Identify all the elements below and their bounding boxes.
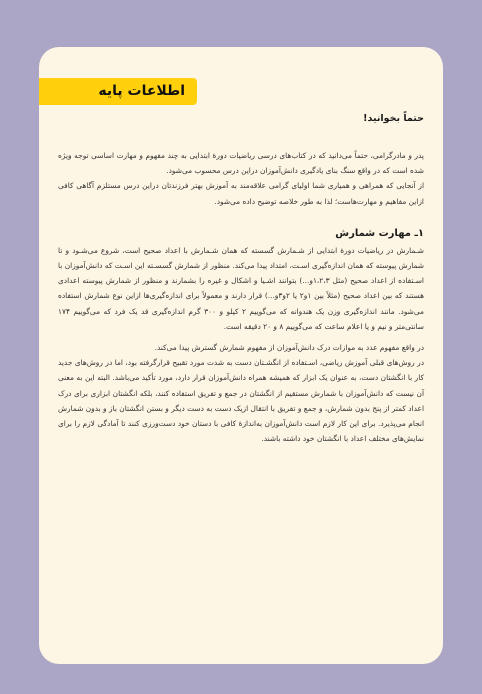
page-title: اطلاعات پایه — [98, 83, 185, 99]
intro-paragraph-2: از آنجایی که همراهی و همیاری شما اولیای گرامی علاقه‌مند به آموزش بهتر فرزندتان دراین درس مستلزم آگاهی کافی ازاین مفاهیم و مهارت‌هاست؛ لذا به طور خلاصه توضیح داده می‌شود. — [58, 181, 424, 206]
counting-paragraph-2: در واقع مفهوم عدد به موازات درک دانش‌آموزان از مفهوم شمارش گسترش پیدا می‌کند. — [154, 343, 424, 353]
counting-skill-heading: ۱ـ مهارت شمارش — [335, 227, 424, 239]
counting-paragraph-3: در روش‌های قبلی آموزش ریاضی، اسـتفاده از انگشـتان دست به شدت مورد تقبیح قرارگرفته بود، اما در روش‌های جدید کار با انگشتان دست، به عنوان یک ابزار که همیشه همراه دانش‌آموزان قرار دارد، مورد تأکید می‌باشد. البته این به معنی آن نیست که دانش‌آموزان با شمارش مستقیم از انگشتان در جمع و تفریق استفاده کنند، بلکه انگشتان ابزاری برای درک اعداد کمتر از پنج بدون شمارش، و جمع و تفریق با انتقال ازیک دست به دست دیگر و بستن انگشتان باز و بدون شمارش انجام می‌پذیرد. برای این کار لازم است دانش‌آموزان به‌اندازهٔ کافی با دستان خود دست‌ورزی کنند تا آمادگی لازم را برای نمایش‌های مختلف اعداد با انگشتان خود داشته باشند. — [58, 358, 424, 444]
counting-paragraph-1: شـمارش در ریاضیات دورهٔ ابتدایی از شـمارش گسسته که همان شـمارش با اعداد صحیح است، شروع می‌شـود و تا شمارش پیوسته که همان اندازه‌گیری اسـت، امتداد پیدا می‌کند. منظور از شمارش گسسـته این اسـت که دانش‌آموزان با اسـتفاده از اعداد صحیح (مثل ۱،۲،۳و...) بتوانند اشـیا و اشکال و غیره را بشمارند و منظور از شمارش پیوسته اعدادی هستند که بین اعداد صحیح (مثلاً بین ۱و۲ یا ۲و۳و...) قرار دارند و معمولاً برای اندازه‌گیری‌ها ازاین نوع شمارش استفاده می‌شود. مانند اندازه‌گیری وزن یک هندوانه که می‌گوییم ۲ کیلو و ۳۰۰ گرم اندازه‌گیری قد یک فرد که می‌گوییم ۱۷۴ سانتی‌متر و نیم و یا اعلام ساعت که می‌گوییم ۸ و ۲۰ دقیقه است. — [58, 245, 424, 331]
intro-paragraph-1: پدر و مادرگرامی، حتماً می‌دانید که در کتاب‌های درسی ریاضیات دورهٔ ابتدایی به چند مفهوم و مهارت اساسی توجه ویژه شده است که در واقع سنگ بنای یادگیری دانش‌آموزان دراین درس محسوب می‌شود. — [58, 151, 424, 176]
document-body — [58, 112, 424, 446]
section-title-badge — [39, 78, 197, 105]
must-read-heading: حتماً بخوانید! — [363, 113, 424, 124]
